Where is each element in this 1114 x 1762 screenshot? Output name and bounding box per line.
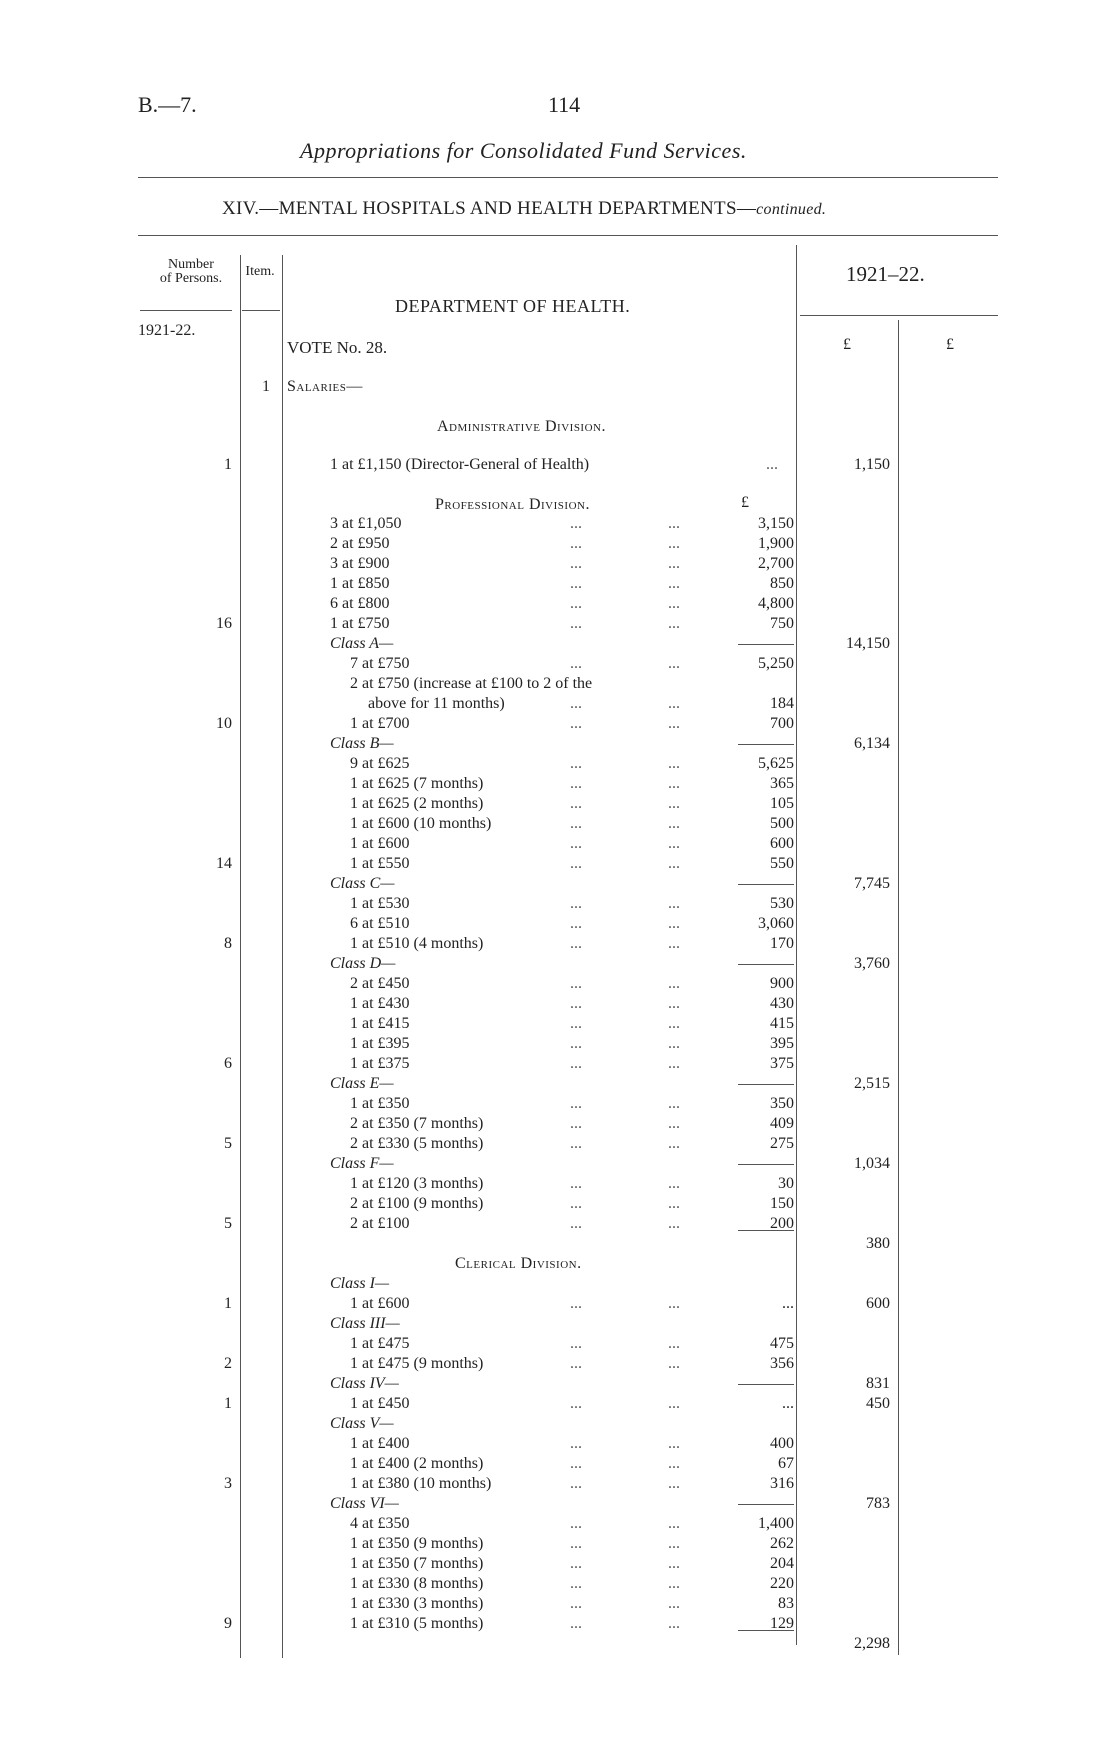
class-total: 1,034 [854,1155,890,1172]
row-amount: 1,400 [758,1515,794,1532]
leader-dots: ... [668,855,680,872]
pound-col2: £ [946,336,954,353]
row-label: 1 at £350 (7 months) [350,1555,484,1572]
row-amount: 83 [778,1595,794,1612]
list-item [0,574,1114,594]
list-item [0,554,1114,574]
row-label: 1 at £400 (2 months) [350,1455,484,1472]
leader-dots: ... [668,1295,680,1312]
persons-header: Number of Persons. [159,257,223,286]
subtotal-rule [738,1504,794,1505]
row-amount: 500 [770,815,794,832]
row-label: 1 at £350 (9 months) [350,1535,484,1552]
persons-count: 10 [216,715,232,732]
row-label: 1 at £310 (5 months) [350,1615,484,1632]
row-amount: 150 [770,1195,794,1212]
row-label: 1 at £395 [350,1035,410,1052]
row-label: 3 at £1,050 [330,515,402,532]
table-top-rule [138,235,998,236]
row-label: 1 at £475 [350,1335,410,1352]
row-amount: 129 [770,1615,794,1632]
leader-dots: ... [668,815,680,832]
class-total: 14,150 [846,635,890,652]
year-header-rule [800,315,998,316]
leader-dots: ... [570,1135,582,1152]
leader-dots: ... [668,1555,680,1572]
row-label: 2 at £100 [350,1215,410,1232]
row-label: 4 at £350 [350,1515,410,1532]
class-total: 3,760 [854,955,890,972]
row-amount: 4,800 [758,595,794,612]
row-amount: 67 [778,1455,794,1472]
row-amount: 220 [770,1575,794,1592]
leader-dots: ... [570,1455,582,1472]
row-label: 6 at £510 [350,915,410,932]
persons-count: 9 [224,1615,232,1632]
clerical-division-heading: Clerical Division. [455,1255,582,1272]
leader-dots: ... [570,595,582,612]
row-label: 1 at £850 [330,575,390,592]
row-amount: 395 [770,1035,794,1052]
list-item [0,594,1114,614]
leader-dots: ... [570,995,582,1012]
subtotal-rule [738,964,794,965]
row-amount: 5,250 [758,655,794,672]
leader-dots: ... [570,1055,582,1072]
leader-dots: ... [668,1215,680,1232]
leader-dots: ... [668,975,680,992]
subtotal-rule [738,884,794,885]
leader-dots: ... [668,555,680,572]
list-item [0,714,1114,734]
row-label: 1 at £625 (7 months) [350,775,484,792]
list-item [0,834,1114,854]
list-item [0,894,1114,914]
class-total: 600 [866,1295,890,1312]
leader-dots: ... [668,1055,680,1072]
row-label: 3 at £900 [330,555,390,572]
list-item [0,1234,1114,1254]
leader-dots: ... [570,1095,582,1112]
row-amount: 550 [770,855,794,872]
list-item [0,1614,1114,1634]
class-total: 6,134 [854,735,890,752]
row-label: 2 at £350 (7 months) [350,1115,484,1132]
list-item [0,1394,1114,1414]
row-label: 1 at £510 (4 months) [350,935,484,952]
list-item [0,1274,1114,1294]
leader-dots: ... [668,835,680,852]
leader-dots: ... [668,695,680,712]
leader-dots: ... [570,795,582,812]
list-item [0,1074,1114,1094]
row-amount: 105 [770,795,794,812]
leader-dots: ... [570,1435,582,1452]
leader-dots: ... [668,915,680,932]
row-amount: 350 [770,1095,794,1112]
list-item [0,1254,1114,1274]
row-amount: 900 [770,975,794,992]
list-item [0,1214,1114,1234]
item-header: Item. [245,264,275,279]
persons-year: 1921-22. [138,322,196,339]
leader-dots: ... [668,615,680,632]
list-item [0,694,1114,714]
leader-dots: ... [570,1015,582,1032]
row-label: 1 at £600 (10 months) [350,815,492,832]
leader-dots: ... [570,1515,582,1532]
row-amount: 316 [770,1475,794,1492]
leader-dots: ... [570,775,582,792]
persons-count: 8 [224,935,232,952]
section-heading: XIV.—MENTAL HOSPITALS AND HEALTH DEPARTMENTS—continued. [222,198,827,219]
list-item [0,734,1114,754]
persons-count: 1 [224,456,232,473]
row-amount: 409 [770,1115,794,1132]
leader-dots: ... [668,575,680,592]
leader-dots: ... [570,1115,582,1132]
leader-dots: ... [570,1595,582,1612]
row-label: 1 at £625 (2 months) [350,795,484,812]
row-amount: 600 [770,835,794,852]
leader-dots: ... [570,1295,582,1312]
row-label: 1 at £475 (9 months) [350,1355,484,1372]
class-total: 450 [866,1395,890,1412]
leader-dots: ... [570,1335,582,1352]
row-amount: ... [782,1395,794,1412]
subtotal-rule [738,1084,794,1085]
leader-dots: ... [668,1435,680,1452]
leader-dots: ... [570,755,582,772]
row-amount: 2,700 [758,555,794,572]
class-total: 783 [866,1495,890,1512]
professional-pound: £ [741,494,749,511]
leader-dots: ... [668,1595,680,1612]
list-item [0,1294,1114,1314]
row-label: 1 at £330 (3 months) [350,1595,484,1612]
list-item [0,934,1114,954]
row-label: 1 at £1,150 (Director-General of Health) [330,456,590,473]
row-amount: 750 [770,615,794,632]
subtotal-rule [738,1230,794,1231]
leader-dots: ... [570,1575,582,1592]
leader-dots: ... [570,1355,582,1372]
subtotal-rule [738,1384,794,1385]
row-amount: 850 [770,575,794,592]
row-label: 1 at £700 [350,715,410,732]
leader-dots: ... [668,755,680,772]
persons-count: 6 [224,1055,232,1072]
row-label: 1 at £600 [350,1295,410,1312]
class-heading: Class I— [330,1275,390,1292]
row-label: above for 11 months) [368,695,505,712]
list-item [0,1374,1114,1394]
leader-dots: ... [668,1095,680,1112]
row-amount: 275 [770,1135,794,1152]
leader-dots: ... [570,535,582,552]
list-item [0,1014,1114,1034]
leader-dots: ... [668,935,680,952]
list-item [0,1414,1114,1434]
leader-dots: ... [668,715,680,732]
admin-row [0,455,1114,475]
list-item [0,1554,1114,1574]
list-item [0,1114,1114,1134]
persons-count: 3 [224,1475,232,1492]
persons-count: 1 [224,1295,232,1312]
leader-dots: ... [668,1575,680,1592]
row-amount: 375 [770,1055,794,1072]
list-item [0,1574,1114,1594]
persons-count: 1 [224,1395,232,1412]
leader-dots: ... [570,975,582,992]
leader-dots: ... [668,655,680,672]
row-label: 1 at £415 [350,1015,410,1032]
list-item [0,954,1114,974]
leader-dots: ... [570,855,582,872]
list-item [0,1454,1114,1474]
row-label: 1 at £450 [350,1395,410,1412]
leader-dots: ... [570,1395,582,1412]
class-total: 2,515 [854,1075,890,1092]
list-item [0,1354,1114,1374]
row-label: 1 at £600 [350,835,410,852]
vote-number: VOTE No. 28. [287,338,388,357]
row-amount: 1,900 [758,535,794,552]
row-amount: 204 [770,1555,794,1572]
row-amount: 30 [778,1175,794,1192]
list-item [0,674,1114,694]
row-label: 1 at £375 [350,1055,410,1072]
list-item [0,634,1114,654]
persons-count: 5 [224,1135,232,1152]
leader-dots: ... [766,456,778,473]
row-label: 1 at £430 [350,995,410,1012]
leader-dots: ... [570,555,582,572]
row-amount: ... [782,1295,794,1312]
row-amount: 5,625 [758,755,794,772]
leader-dots: ... [668,1355,680,1372]
leader-dots: ... [570,1215,582,1232]
leader-dots: ... [668,1015,680,1032]
list-item [0,1594,1114,1614]
list-item [0,754,1114,774]
row-amount: 356 [770,1355,794,1372]
list-item [0,614,1114,634]
list-item [0,514,1114,534]
pound-col1: £ [843,336,851,353]
leader-dots: ... [570,1195,582,1212]
list-item [0,1054,1114,1074]
leader-dots: ... [668,1615,680,1632]
list-item [0,534,1114,554]
class-total: 7,745 [854,875,890,892]
subtotal-rule [738,1630,794,1631]
leader-dots: ... [570,515,582,532]
leader-dots: ... [668,1195,680,1212]
document-reference: B.—7. [138,92,197,117]
leader-dots: ... [570,815,582,832]
class-total: 2,298 [854,1635,890,1652]
row-amount: 170 [770,935,794,952]
row-amount: 700 [770,715,794,732]
row-label: 2 at £330 (5 months) [350,1135,484,1152]
row-label: 2 at £750 (increase at £100 to 2 of the [350,675,593,692]
leader-dots: ... [668,895,680,912]
list-item [0,1314,1114,1334]
row-label: 6 at £800 [330,595,390,612]
leader-dots: ... [668,1535,680,1552]
row-amount: 415 [770,1015,794,1032]
leader-dots: ... [668,535,680,552]
list-item [0,1154,1114,1174]
row-amount: 262 [770,1535,794,1552]
class-heading: Class IV— [330,1375,399,1392]
list-item [0,1094,1114,1114]
list-item [0,1174,1114,1194]
row-label: 9 at £625 [350,755,410,772]
row-label: 2 at £450 [350,975,410,992]
list-item [0,774,1114,794]
leader-dots: ... [668,775,680,792]
item-number: 1 [262,378,270,395]
persons-count: 16 [216,615,232,632]
list-item [0,1134,1114,1154]
class-heading: Class V— [330,1415,394,1432]
leader-dots: ... [668,1475,680,1492]
list-item [0,854,1114,874]
item-header-rule [242,310,280,311]
list-item [0,994,1114,1014]
class-heading: Class F— [330,1155,394,1172]
row-label: 1 at £120 (3 months) [350,1175,484,1192]
leader-dots: ... [570,695,582,712]
list-item [0,1514,1114,1534]
leader-dots: ... [570,1035,582,1052]
leader-dots: ... [668,515,680,532]
leader-dots: ... [668,595,680,612]
list-item [0,1434,1114,1454]
class-heading: Class III— [330,1315,400,1332]
leader-dots: ... [570,715,582,732]
list-item [0,974,1114,994]
row-label: 1 at £350 [350,1095,410,1112]
row-amount: 3,060 [758,915,794,932]
list-item [0,1494,1114,1514]
list-item [0,1194,1114,1214]
leader-dots: ... [570,1535,582,1552]
row-amount: 400 [770,1435,794,1452]
row-amount: 475 [770,1335,794,1352]
row-label: 1 at £400 [350,1435,410,1452]
list-item [0,1334,1114,1354]
administrative-division-heading: Administrative Division. [437,418,606,435]
row-label: 1 at £530 [350,895,410,912]
class-heading: Class B— [330,735,394,752]
class-heading: Class D— [330,955,396,972]
class-total: 831 [866,1375,890,1392]
list-item [0,654,1114,674]
page-number: 114 [548,92,581,117]
row-total: 1,150 [854,456,890,473]
leader-dots: ... [570,835,582,852]
row-label: 2 at £100 (9 months) [350,1195,484,1212]
class-heading: Class C— [330,875,395,892]
subtotal-rule [738,1164,794,1165]
row-amount: 365 [770,775,794,792]
leader-dots: ... [668,1035,680,1052]
persons-count: 14 [216,855,232,872]
class-heading: Class E— [330,1075,394,1092]
leader-dots: ... [570,655,582,672]
row-label: 2 at £950 [330,535,390,552]
list-item [0,1634,1114,1654]
leader-dots: ... [668,1115,680,1132]
leader-dots: ... [570,895,582,912]
leader-dots: ... [668,1335,680,1352]
leader-dots: ... [570,915,582,932]
page-title: Appropriations for Consolidated Fund Services. [300,138,747,163]
subtotal-rule [738,744,794,745]
leader-dots: ... [668,1455,680,1472]
leader-dots: ... [570,935,582,952]
department-heading: DEPARTMENT OF HEALTH. [395,296,631,316]
leader-dots: ... [668,795,680,812]
row-label: 1 at £750 [330,615,390,632]
row-label: 1 at £330 (8 months) [350,1575,484,1592]
leader-dots: ... [570,1475,582,1492]
row-label: 1 at £550 [350,855,410,872]
leader-dots: ... [668,1515,680,1532]
leader-dots: ... [570,1615,582,1632]
row-amount: 200 [770,1215,794,1232]
professional-division-heading: Professional Division. [435,496,590,513]
row-label: 7 at £750 [350,655,410,672]
salaries-heading: Salaries— [287,378,363,395]
persons-header-rule [140,310,232,311]
list-item [0,794,1114,814]
leader-dots: ... [668,1135,680,1152]
class-heading: Class A— [330,635,394,652]
leader-dots: ... [668,1395,680,1412]
list-item [0,814,1114,834]
list-item [0,1474,1114,1494]
list-item [0,914,1114,934]
row-amount: 430 [770,995,794,1012]
leader-dots: ... [570,1555,582,1572]
persons-count: 2 [224,1355,232,1372]
class-heading: Class VI— [330,1495,399,1512]
leader-dots: ... [668,1175,680,1192]
list-item [0,874,1114,894]
class-total: 380 [866,1235,890,1252]
row-label: 1 at £380 (10 months) [350,1475,492,1492]
row-amount: 530 [770,895,794,912]
persons-count: 5 [224,1215,232,1232]
leader-dots: ... [570,575,582,592]
leader-dots: ... [668,995,680,1012]
row-amount: 3,150 [758,515,794,532]
subtotal-rule [738,644,794,645]
leader-dots: ... [570,615,582,632]
title-rule [138,177,998,178]
list-item [0,1034,1114,1054]
list-item [0,1534,1114,1554]
year-column-header: 1921–22. [846,262,925,286]
row-amount: 184 [770,695,794,712]
leader-dots: ... [570,1175,582,1192]
